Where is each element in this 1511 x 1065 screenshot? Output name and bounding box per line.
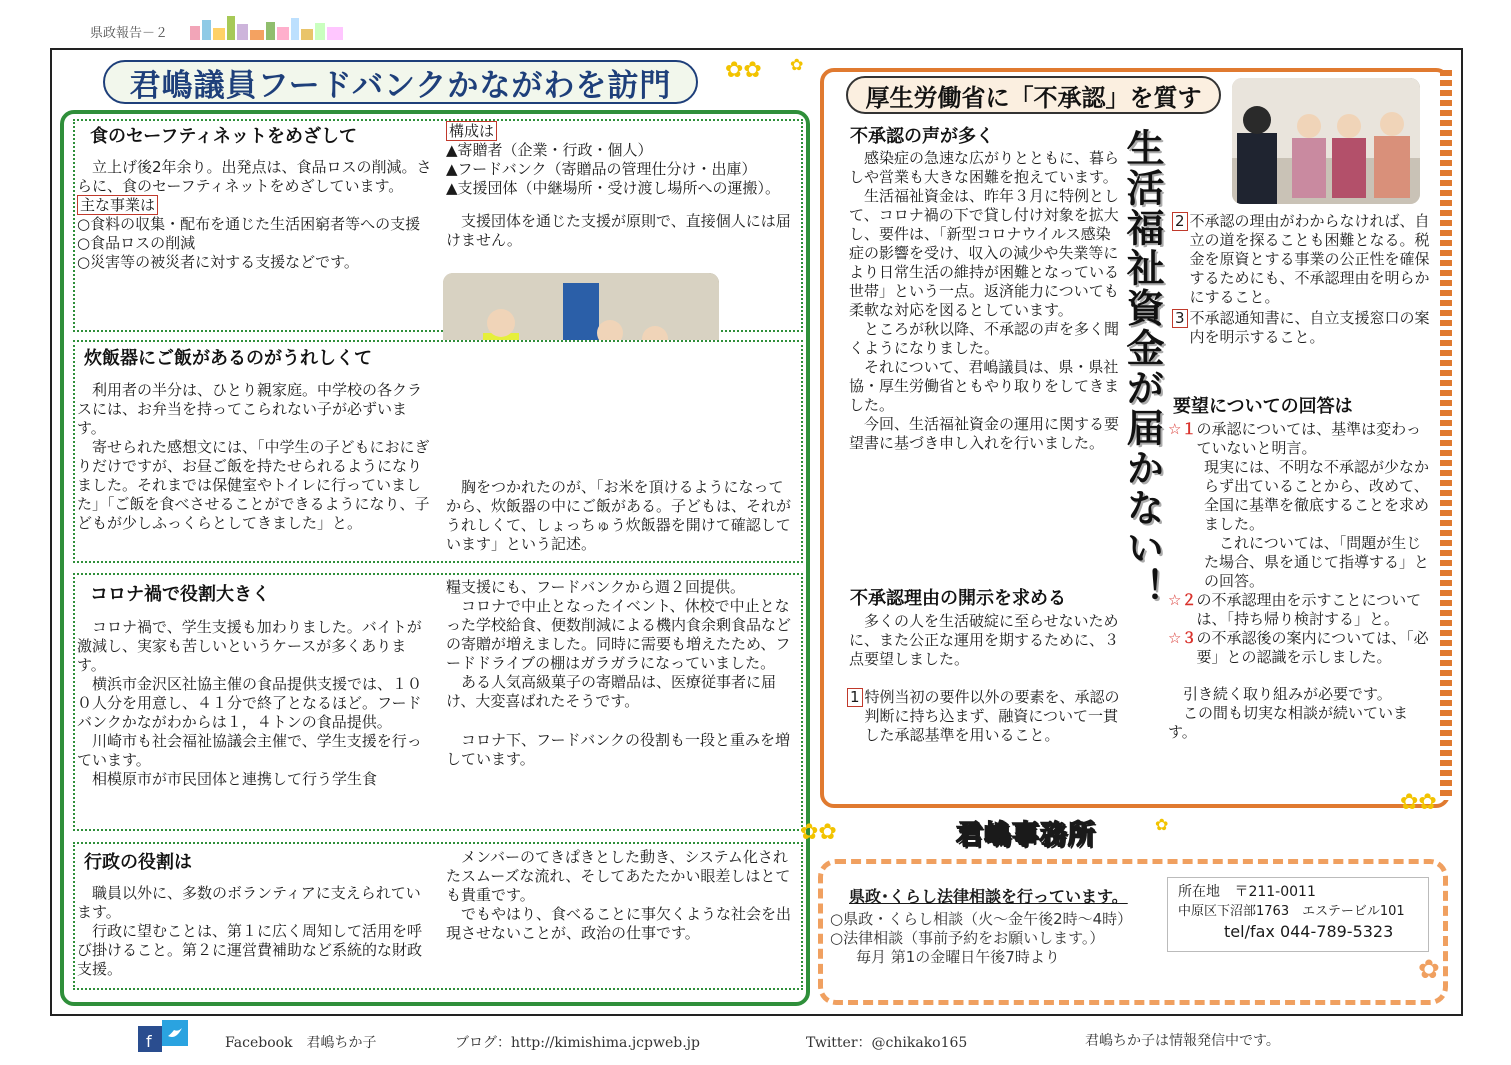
section-body: 糧支援にも、フードバンクから週２回提供。 コロナで中止となったイベント、休校で中止となった学校給食、便数削減による機内食余剰食品などの寄贈が増えました。同時に需要も増えたため、フードドライブの棚はガラガラになっていました。 ある人気高級菓子の寄贈品は、医療従事者に届け、大変喜ばれたそうです。 コロナ下、フードバンクの役割も一段と重みを増しています。 [446,578,792,768]
dandelion-icon: ✿✿ [800,820,837,845]
food-bank-title: 君嶋議員フードバンクかながわを訪門 [103,60,698,104]
section-title: 行政の役割は [84,852,192,873]
social-icons[interactable] [138,1020,188,1052]
meeting-photo [1232,78,1420,204]
facebook-link[interactable]: Facebook 君嶋ちか子 [225,1035,377,1051]
section-body: 利用者の半分は、ひとり親家庭。中学校の各クラスには、お弁当を持ってこられない子が必ずいます。 寄せられた感想文には、「中学生の子どもにおにぎりだけですが、お昼ご飯を持たせられるようになりました。それまでは保健室やトイレに行っていました」「ご飯を食べさせることができるようになり、子どもが少しふっくらとしてきました」と。 [77,381,430,532]
section-body: 職員以外に、多数のボランティアに支えられています。 行政に望むことは、第１に広く周知して活用を呼び掛けること。第２に運営費補助など系統的な財政支援。 [77,884,423,978]
address: 中原区下沼部1763 エステービル101 [1178,904,1405,919]
tel-fax: tel/fax 044-789-5323 [1224,922,1394,941]
section-title: 炊飯器にご飯があるのがうれしくて [84,348,372,369]
vertical-headline: 生活福祉資金が届かない！ [1120,128,1164,608]
twitter-link[interactable]: Twitter：@chikako165 [806,1035,968,1051]
section-body: 胸をつかれたのが、「お米を頂けるようになってから、炊飯器の中にご飯がある。子どもは、それがうれしくて、しょっちゅう炊飯器を開けて確認しています」という記述。 [446,478,792,553]
section-title: コロナ禍で役割大きく [90,584,270,605]
flower-icon: ✿ [1418,955,1440,985]
dandelion-icon: ✿✿ [1400,790,1437,815]
consultation-title: 県政･くらし法律相談を行っています。 [849,887,1128,906]
request-item: 2 不承認の理由がわからなければ、自立の道を探ることも困難となる。税金を原資とする事業の公正性を確保するためにも、不承認理由を明らかにすること。 3 不承認通知書に、自立支援窓口の案内を明示すること。 [1172,212,1434,347]
section-body: 構成は ▲寄贈者（企業・行政・個人） ▲フードバンク（寄贈品の管理仕分け・出庫） ▲支援団体（中継場所・受け渡し場所への運搬）。 支援団体を通じた支援が原則で、直接個人には届けません。 [446,122,791,249]
welfare-title: 厚生労働省に「不承認」を質す [846,76,1221,114]
section-title: 不承認の声が多く [850,126,994,147]
blog-link[interactable]: ブログ：http://kimishima.jcpweb.jp [455,1035,700,1051]
dandelion-icon: ✿ [790,55,804,74]
section-title: 要望についての回答は [1173,396,1353,417]
page-header-label: 県政報告－２ [90,26,169,41]
skyline-icon [190,14,345,40]
dandelion-icon: ✿✿ [725,58,762,83]
zip-code: 〒211-0011 [1234,884,1316,900]
address-card [1167,877,1429,952]
address-label: 所在地 [1178,884,1220,900]
section-title: 食のセーフティネットをめざして [90,126,357,147]
decorative-strip [1440,70,1452,800]
dandelion-icon: ✿ [1155,815,1169,834]
section-body: コロナ禍で、学生支援も加わりました。バイトが激減し、実家も苦しいというケースが多くあります。 横浜市金沢区社協主催の食品提供支援では、１００人分を用意し、４１分で終了となるほど。フードバンクかながわからは１，４トンの食品提供。 川崎市も社会福祉協議会主催で、学生支援を行っています。 相模原市が市民団体と連携して行う学生食 [77,618,423,788]
consultation-info: ○県政・くらし相談（火～金午後2時～4時） ○法律相談（事前予約をお願いします。） 毎月 第1の金曜日午後7時より [830,910,1133,966]
footer-note: 君嶋ちか子は情報発信中です。 [1085,1033,1280,1049]
section-title: 不承認理由の開示を求める [850,588,1066,609]
section-body: 感染症の急速な広がりとともに、暮らしや営業も大きな困難を抱えています。 生活福祉資金は、昨年３月に特例として、コロナ禍の下で貸し付け対象を拡大し、要件は、「新型コロナウイルス感染症の影響を受け、収入の減少や失業等により日常生活の維持が困難となっている世帯」という一点。返済能力についても柔軟な対応を図るとしています。 ところが秋以降、不承認の声を多く聞くようになりました。 それについて、君嶋議員は、県・県社協・厚生労働省ともやり取りをしてきました。 今回、生活福祉資金の運用に関する要望書に基づき申し入れを行いました。 [849,149,1120,452]
svg-text:f: f [146,1032,152,1051]
office-title: 君嶋事務所 [956,819,1096,851]
section-body: メンバーのてきぱきとした動き、システム化されたスムーズな流れ、そしてあたたかい眼差しはとても貴重です。 でもやはり、食べることに事欠くような社会を出現させないことが、政治の仕事です。 [446,848,792,942]
section-body: ☆ １ の承認については、基準は変わっていないと明言。 現実には、不明な不承認が少なからず出ていることから、改めて、全国に基準を徹底することを求めました。 これについては、「問題が生じた場合、県を通じて指導する」との回答。 ☆ ２ の不承認理由を示すことについては、「持ち帰り検討する」と。 ☆ ３ の不承認後の案内については、「必要」との認識を示しました。 引き続く取り組みが必要です。 この間も切実な相談が続いています。 [1168,420,1430,741]
section-body: 立上げ後2年余り。出発点は、食品ロスの削減。さらに、食のセーフティネットをめざしています。 主な事業は ○食料の収集・配布を通じた生活困窮者等への支援 ○食品ロスの削減 ○災害等の被災者に対する支援などです。 [77,158,432,271]
request-item: 1 特例当初の要件以外の要素を、承認の判断に持ち込まず、融資について一貫した承認基準を用いること。 [847,688,1123,745]
section-body: 多くの人を生活破綻に至らせないために、また公正な運用を期するために、３点要望しました。 [849,612,1120,668]
